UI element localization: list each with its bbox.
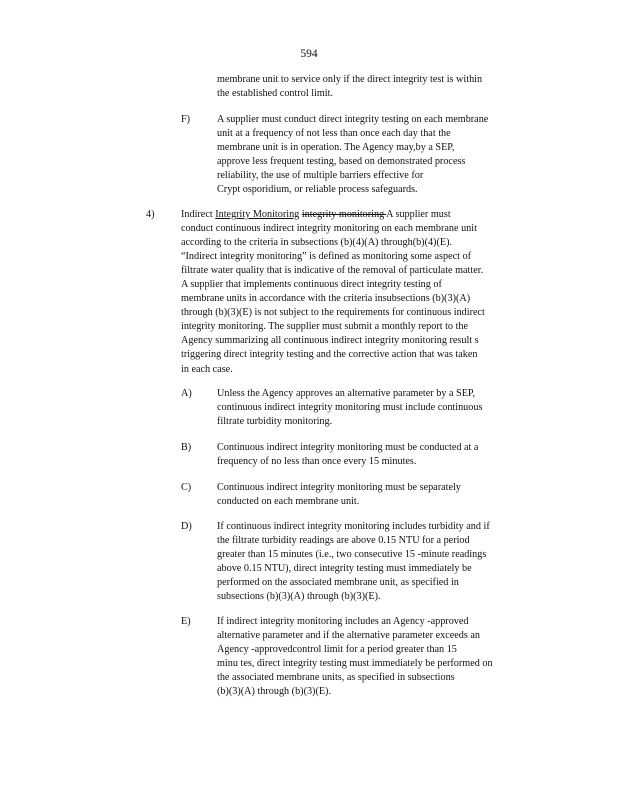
text-line: according to the criteria in subsections (b)(4)(A) through(b)(4)(E). <box>181 237 453 249</box>
text-line: If indirect integrity monitoring includes an Agency -approved <box>217 616 469 627</box>
text-line: Continuous indirect integrity monitoring must be separately <box>217 482 461 493</box>
continuation-paragraph <box>217 73 537 101</box>
text-line: integrity monitoring. The supplier must submit a monthly report to the <box>181 321 469 333</box>
item-f-label: F) <box>181 114 191 125</box>
text-fragment: Indirect <box>181 209 216 220</box>
item-c-paragraph <box>217 481 533 509</box>
text-line: Agency summarizing all continuous indirect integrity monitoring result s <box>181 335 479 347</box>
item-b-paragraph <box>217 441 533 469</box>
text-line: membrane unit is in operation. The Agency may,by a SEP, <box>217 142 455 154</box>
text-line: approve less frequent testing, based on demonstrated process <box>217 156 466 168</box>
text-line: A supplier must conduct direct integrity testing on each membrane <box>217 114 489 125</box>
page-number: 594 <box>300 48 318 60</box>
text-line: in each case. <box>181 363 233 375</box>
text-fragment: A supplier must <box>386 209 451 220</box>
text-line: triggering direct integrity testing and the corrective action that was taken <box>181 349 478 361</box>
text-line: filtrate turbidity monitoring. <box>217 416 333 428</box>
item-f-paragraph <box>217 113 533 197</box>
text-line: Unless the Agency approves an alternative parameter by a SEP, <box>217 388 475 399</box>
text-line: Crypt osporidium, or reliable process safeguards. <box>217 184 418 196</box>
item-d-label: D) <box>181 521 192 532</box>
text-line: If continuous indirect integrity monitoring includes turbidity and if <box>217 521 490 532</box>
text-line: the filtrate turbidity readings are above 0.15 NTU for a period <box>217 535 470 547</box>
text-line: conducted on each membrane unit. <box>217 496 360 508</box>
text-line: alternative parameter and if the alternative parameter exceeds an <box>217 630 481 642</box>
text-line: continuous indirect integrity monitoring must include continuous <box>217 402 483 414</box>
inserted-text: Integrity Monitoring <box>215 209 300 220</box>
text-line: subsections (b)(3)(A) through (b)(3)(E). <box>217 591 381 603</box>
section-4-paragraph <box>181 208 533 377</box>
item-e-paragraph <box>217 615 533 699</box>
text-line: membrane units in accordance with the criteria insubsections (b)(3)(A) <box>181 293 471 305</box>
text-line: the established control limit. <box>217 88 334 100</box>
item-e-label: E) <box>181 616 191 627</box>
item-d-paragraph <box>217 520 533 604</box>
text-line: through (b)(3)(E) is not subject to the requirements for continuous indirect <box>181 307 485 319</box>
text-line: performed on the associated membrane unit, as specified in <box>217 577 459 589</box>
text-line: membrane unit to service only if the direct integrity test is within <box>217 74 483 85</box>
item-c-label: C) <box>181 482 192 493</box>
section-4-label: 4) <box>146 209 155 220</box>
text-line: A supplier that implements continuous direct integrity testing of <box>181 279 442 291</box>
text-line: the associated membrane units, as specified in subsections <box>217 672 455 684</box>
deleted-text: integrity monitoring <box>301 209 387 220</box>
text-line: minu tes, direct integrity testing must immediately be performed on <box>217 658 493 670</box>
text-line: Continuous indirect integrity monitoring must be conducted at a <box>217 442 479 453</box>
text-line: greater than 15 minutes (i.e., two consecutive 15 -minute readings <box>217 549 487 561</box>
text-line: reliability, the use of multiple barriers effective for <box>217 170 424 182</box>
text-line: above 0.15 NTU), direct integrity testing must immediately be <box>217 563 472 575</box>
item-a-paragraph <box>217 387 533 429</box>
section-4-first-line <box>181 208 533 222</box>
text-line: frequency of no less than once every 15 minutes. <box>217 456 417 468</box>
text-line: unit at a frequency of not less than once each day that the <box>217 128 451 140</box>
item-b-label: B) <box>181 442 192 453</box>
text-line: “Indirect integrity monitoring” is defined as monitoring some aspect of <box>181 251 471 263</box>
text-line: Agency -approvedcontrol limit for a period greater than 15 <box>217 644 457 656</box>
text-line: (b)(3)(A) through (b)(3)(E). <box>217 686 331 698</box>
text-line: filtrate water quality that is indicative of the removal of particulate matter. <box>181 265 484 277</box>
text-line: conduct continuous indirect integrity monitoring on each membrane unit <box>181 223 477 235</box>
item-a-label: A) <box>181 388 192 399</box>
